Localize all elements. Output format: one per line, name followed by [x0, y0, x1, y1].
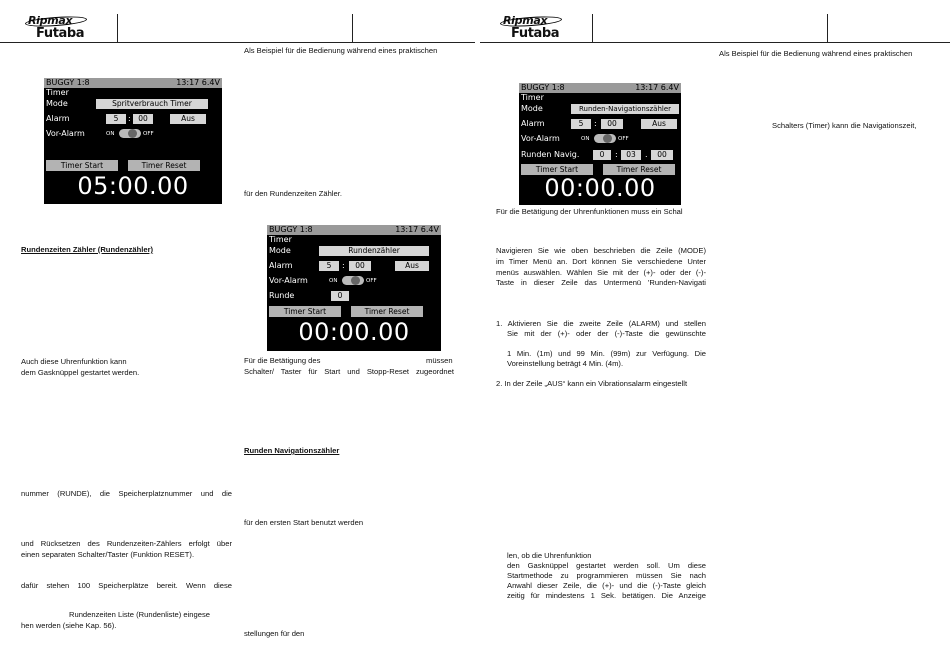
- mode-label: Mode: [269, 246, 291, 255]
- body-text: und Rücksetzen des Rundenzeiten-Zählers erfolgt über: [21, 539, 232, 548]
- mode-select[interactable]: Spritverbrauch Timer: [96, 99, 208, 109]
- alarm-label: Alarm: [269, 261, 293, 270]
- timer-reset-button[interactable]: Timer Reset: [351, 306, 423, 317]
- status-bar: [44, 78, 222, 88]
- body-text: hen werden (siehe Kap. 56).: [21, 621, 117, 630]
- header-text: Als Beispiel für die Bedienung während eines praktischen: [244, 46, 438, 55]
- body-text: stellungen für den: [244, 629, 305, 638]
- prealarm-toggle[interactable]: [594, 134, 616, 143]
- timer-display: 00:00.00: [544, 174, 656, 202]
- status-bar: [519, 83, 681, 93]
- body-text: im Timer Menü an. Dort können Sie verschiedene Unter: [496, 257, 706, 266]
- timer-reset-button[interactable]: Timer Reset: [128, 160, 200, 171]
- section-heading: Runden Navigationszähler: [244, 446, 340, 455]
- switch-on-label: ON: [106, 131, 115, 137]
- logo-futaba: Futaba: [36, 26, 85, 41]
- timer-screen-lap-navigation: [519, 83, 681, 205]
- timer-start-button[interactable]: Timer Start: [46, 160, 118, 171]
- prealarm-label: Vor-Alarm: [521, 134, 560, 143]
- timer-reset-button[interactable]: Timer Reset: [603, 164, 675, 175]
- timer-display: 00:00.00: [298, 318, 410, 346]
- body-text: Schalter/ Taster für Start und Stopp-Reset zugeordnet: [244, 367, 454, 376]
- alarm-label: Alarm: [46, 114, 70, 123]
- clock-voltage: 13:17 6.4V: [176, 78, 220, 87]
- separator: :: [342, 261, 345, 270]
- header-text: Als Beispiel für die Bedienung während eines praktischen: [719, 49, 913, 58]
- separator: :: [128, 114, 131, 123]
- alarm-seconds[interactable]: 00: [349, 261, 371, 271]
- body-text: einen separaten Schalter/Taster (Funktion RESET).: [21, 550, 195, 559]
- body-text: Schalters (Timer) kann die Navigationszeit,: [772, 121, 917, 130]
- navig-seconds[interactable]: 00: [651, 150, 673, 160]
- alarm-mode[interactable]: Aus: [641, 119, 677, 129]
- body-text: dem Gasknüppel gestartet werden.: [21, 368, 140, 377]
- lap-navigation-label: Runden Navig.: [521, 150, 580, 159]
- list-item: 1 Min. (1m) und 99 Min. (99m) zur Verfügung. Die: [507, 349, 706, 358]
- mode-label: Mode: [46, 99, 68, 108]
- alarm-label: Alarm: [521, 119, 545, 128]
- figure-caption: Für die Betätigung der Uhrenfunktionen muss ein Schal: [496, 207, 683, 216]
- separator: :: [615, 150, 618, 159]
- model-name: BUGGY 1:8: [521, 83, 565, 92]
- status-bar: [267, 225, 441, 235]
- round-value[interactable]: 0: [331, 291, 349, 301]
- alarm-seconds[interactable]: 00: [601, 119, 623, 129]
- clock-voltage: 13:17 6.4V: [395, 225, 439, 234]
- body-text: menüs auswählen. Wählen Sie mit der (+)- oder der (-)-: [496, 268, 706, 277]
- navig-hours[interactable]: 0: [593, 150, 611, 160]
- ripmax-futaba-logo: [503, 14, 569, 48]
- switch-on-label: ON: [581, 136, 590, 142]
- prealarm-label: Vor-Alarm: [269, 276, 308, 285]
- body-text: Rundenzeiten Liste (Rundenliste) eingese: [69, 610, 210, 619]
- alarm-minutes[interactable]: 5: [106, 114, 126, 124]
- mode-label: Mode: [521, 104, 543, 113]
- switch-off-label: OFF: [366, 278, 377, 284]
- body-text: Anwahl dieser Zeile, die (+)- und die (-)-Taste gleich: [507, 581, 706, 590]
- mode-select[interactable]: Runden-Navigationszähler: [571, 104, 679, 114]
- alarm-minutes[interactable]: 5: [319, 261, 339, 271]
- timer-start-button[interactable]: Timer Start: [521, 164, 593, 175]
- body-text: Navigieren Sie wie oben beschrieben die Zeile (MODE): [496, 246, 706, 255]
- body-text: Für die Betätigung des: [244, 356, 321, 365]
- mode-select[interactable]: Rundenzähler: [319, 246, 429, 256]
- timer-screen-fuel: [44, 78, 222, 204]
- body-text: für den ersten Start benutzt werden: [244, 518, 364, 527]
- menu-title: Timer: [46, 88, 69, 97]
- logo-futaba: Futaba: [511, 26, 560, 41]
- body-text: Startmethode zu programmieren müssen Sie nach: [507, 571, 706, 580]
- prealarm-toggle[interactable]: [342, 276, 364, 285]
- body-text: zeitig für mindestens 1 Sek. betätigen. Die Anzeige: [507, 591, 706, 600]
- separator: .: [645, 150, 648, 159]
- separator: :: [594, 119, 597, 128]
- body-text: müssen: [426, 356, 453, 365]
- body-text: len, ob die Uhrenfunktion: [507, 551, 592, 560]
- header-divider: [827, 14, 828, 42]
- body-text: Auch diese Uhrenfunktion kann: [21, 357, 127, 366]
- navig-minutes[interactable]: 03: [621, 150, 641, 160]
- prealarm-label: Vor-Alarm: [46, 129, 85, 138]
- timer-screen-lap-counter: [267, 225, 441, 351]
- alarm-mode[interactable]: Aus: [395, 261, 429, 271]
- body-text: Taste in dieser Zeile das Untermenü 'Runden-Navigati: [496, 278, 706, 287]
- switch-on-label: ON: [329, 278, 338, 284]
- list-item: 2. In der Zeile „AUS“ kann ein Vibrationsalarm eingestellt: [496, 379, 688, 388]
- header-divider: [117, 14, 118, 42]
- switch-off-label: OFF: [618, 136, 629, 142]
- clock-voltage: 13:17 6.4V: [635, 83, 679, 92]
- section-heading: Rundenzeiten Zähler (Rundenzähler): [21, 245, 154, 254]
- alarm-mode[interactable]: Aus: [170, 114, 206, 124]
- body-text: dafür stehen 100 Speicherplätze bereit. Wenn diese: [21, 581, 232, 590]
- model-name: BUGGY 1:8: [46, 78, 90, 87]
- list-item: Sie mit der (+)- oder der (-)-Taste die gewünschte: [507, 329, 706, 338]
- logo-ripmax: Ripmax: [28, 14, 73, 27]
- model-name: BUGGY 1:8: [269, 225, 313, 234]
- alarm-seconds[interactable]: 00: [133, 114, 153, 124]
- timer-display: 05:00.00: [77, 172, 189, 200]
- header-divider: [352, 14, 353, 42]
- timer-start-button[interactable]: Timer Start: [269, 306, 341, 317]
- header-divider: [592, 14, 593, 42]
- list-item: Voreinstellung beträgt 4 Min. (4m).: [507, 359, 624, 368]
- menu-title: Timer: [521, 93, 544, 102]
- alarm-minutes[interactable]: 5: [571, 119, 591, 129]
- body-text: den Gasknüppel gestartet werden soll. Um diese: [507, 561, 706, 570]
- logo-ripmax: Ripmax: [503, 14, 548, 27]
- round-label: Runde: [269, 291, 295, 300]
- switch-off-label: OFF: [143, 131, 154, 137]
- prealarm-toggle[interactable]: [119, 129, 141, 138]
- body-text: nummer (RUNDE), die Speicherplatznummer und die: [21, 489, 232, 498]
- menu-title: Timer: [269, 235, 292, 244]
- list-item: 1. Aktivieren Sie die zweite Zeile (ALARM) und stellen: [496, 319, 706, 328]
- ripmax-futaba-logo: [28, 14, 94, 48]
- body-text: für den Rundenzeiten Zähler.: [244, 189, 342, 198]
